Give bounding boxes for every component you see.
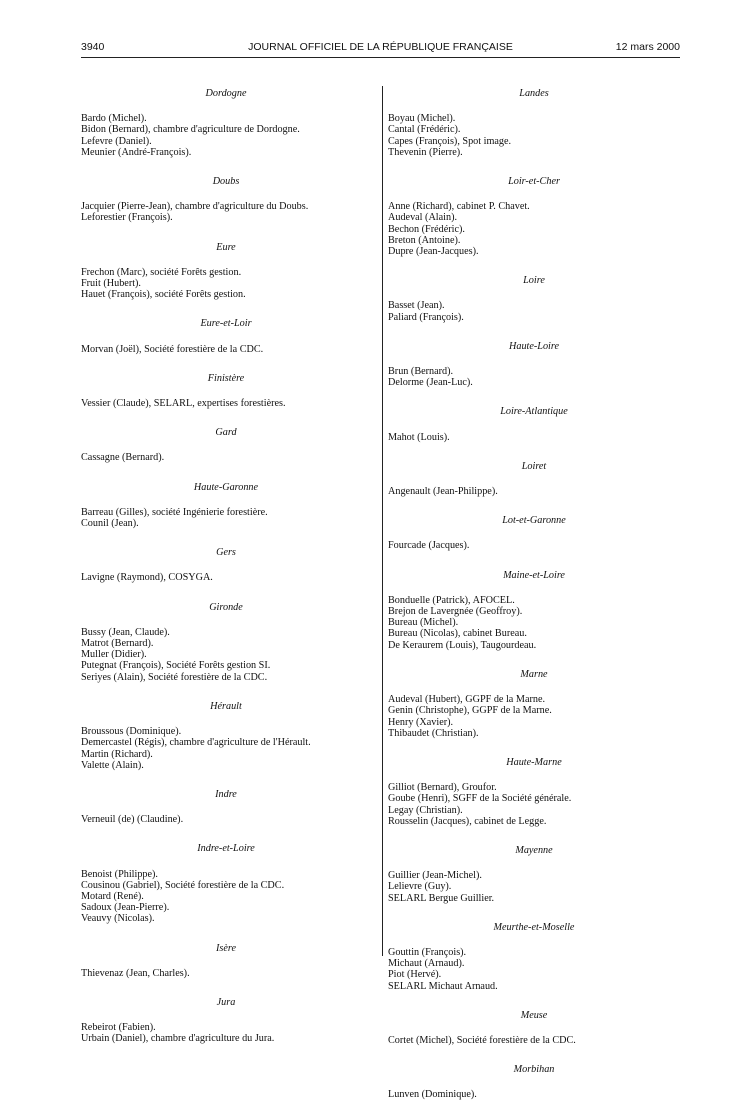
department-section [81, 943, 371, 979]
page-number: 3940 [81, 41, 105, 53]
department-heading: Jura [216, 996, 236, 1008]
expert-entry: Rebeirot (Fabien). [81, 1022, 156, 1034]
department-section [388, 341, 680, 389]
expert-entry: Cantal (Frédéric). [388, 124, 461, 136]
department-section [81, 843, 371, 924]
department-heading: Eure-et-Loir [200, 318, 252, 330]
department-section [81, 482, 371, 530]
expert-entry: Legay (Christian). [388, 804, 463, 816]
department-section [81, 547, 371, 583]
department-heading: Doubs [212, 176, 240, 188]
expert-entry: Lunven (Dominique). [388, 1089, 477, 1101]
expert-entry: Audeval (Alain). [388, 212, 458, 224]
department-heading: Marne [520, 668, 548, 680]
expert-entry: Gouttin (François). [388, 946, 467, 958]
expert-entry: Urbain (Daniel), chambre d'agriculture du Jura. [81, 1033, 275, 1045]
department-heading: Gard [215, 427, 237, 439]
department-heading: Meuse [520, 1009, 548, 1021]
expert-entry: Barreau (Gilles), société Ingénierie forestière. [81, 506, 268, 518]
expert-entry: Matrot (Bernard). [81, 638, 154, 650]
expert-entry: Bureau (Nicolas), cabinet Bureau. [388, 628, 527, 640]
department-section [81, 176, 371, 224]
expert-entry: Piot (Hervé). [388, 969, 442, 981]
department-heading: Hérault [210, 700, 242, 712]
expert-entry: SELARL Michaut Arnaud. [388, 980, 498, 992]
expert-entry: Muller (Didier). [81, 649, 147, 661]
department-section [388, 275, 680, 323]
expert-entry: Thibaudet (Christian). [388, 727, 479, 739]
expert-entry: Sadoux (Jean-Pierre). [81, 902, 170, 914]
department-heading: Gironde [209, 601, 243, 613]
expert-entry: Lefevre (Daniel). [81, 135, 152, 147]
expert-entry: Jacquier (Pierre-Jean), chambre d'agriculture du Doubs. [81, 201, 309, 213]
expert-entry: Lavigne (Raymond), COSYGA. [81, 572, 213, 584]
department-section [388, 1010, 680, 1046]
department-heading: Mayenne [515, 844, 553, 856]
expert-entry: Audeval (Hubert), GGPF de la Marne. [388, 694, 546, 706]
department-section [81, 242, 371, 301]
expert-entry: Cousinou (Gabriel), Société forestière de la CDC. [81, 879, 285, 891]
expert-entry: Delorme (Jean-Luc). [388, 377, 473, 389]
expert-entry: Boyau (Michel). [388, 113, 456, 125]
department-heading: Loire [523, 275, 545, 287]
department-heading: Loiret [521, 460, 547, 472]
department-section [81, 789, 371, 825]
expert-entry: SELARL Bergue Guillier. [388, 892, 495, 904]
expert-entry: Basset (Jean). [388, 300, 445, 312]
department-section [388, 515, 680, 551]
expert-entry: Martin (Richard). [81, 748, 153, 760]
expert-entry: Frechon (Marc), société Forêts gestion. [81, 266, 242, 278]
expert-entry: Motard (René). [81, 890, 144, 902]
expert-entry: Leforestier (François). [81, 212, 173, 224]
expert-entry: Broussous (Dominique). [81, 726, 182, 738]
journal-title: JOURNAL OFFICIEL DE LA RÉPUBLIQUE FRANÇAISE [248, 41, 513, 53]
expert-entry: Gilliot (Bernard), Groufor. [388, 782, 497, 794]
department-heading: Loire-Atlantique [500, 406, 568, 418]
issue-date: 12 mars 2000 [615, 41, 680, 53]
department-section [388, 461, 680, 497]
expert-entry: Demercastel (Régis), chambre d'agriculture de l'Hérault. [81, 737, 311, 749]
expert-entry: Bureau (Michel). [388, 617, 459, 629]
department-heading: Gers [216, 547, 236, 559]
department-section [81, 88, 371, 158]
expert-entry: Morvan (Joël), Société forestière de la CDC. [81, 343, 264, 355]
department-section [388, 922, 680, 992]
department-section [388, 406, 680, 442]
right-column [388, 88, 680, 1119]
department-heading: Eure [216, 241, 236, 253]
department-section [81, 701, 371, 771]
department-section [388, 845, 680, 904]
expert-entry: Goube (Henri), SGFF de la Société générale. [388, 793, 572, 805]
expert-entry: Bechon (Frédéric). [388, 223, 465, 235]
department-section [388, 1064, 680, 1100]
department-heading: Finistère [207, 372, 245, 384]
expert-entry: Meunier (André-François). [81, 146, 192, 158]
department-heading: Morbihan [513, 1064, 555, 1076]
expert-entry: Counil (Jean). [81, 518, 139, 530]
expert-entry: Breton (Antoine). [388, 234, 461, 246]
department-heading: Indre-et-Loire [197, 843, 255, 855]
expert-entry: Michaut (Arnaud). [388, 958, 465, 970]
department-section [81, 318, 371, 354]
department-section [388, 88, 680, 158]
expert-entry: Henry (Xavier). [388, 716, 454, 728]
expert-entry: Paliard (François). [388, 311, 464, 323]
expert-entry: Brejon de Lavergnée (Geoffroy). [388, 606, 523, 618]
expert-entry: Putegnat (François), Société Forêts gestion SI. [81, 660, 271, 672]
department-section [81, 427, 371, 463]
department-section [81, 373, 371, 409]
expert-entry: Brun (Bernard). [388, 366, 454, 378]
expert-entry: Thievenaz (Jean, Charles). [81, 967, 190, 979]
department-section [388, 757, 680, 827]
department-heading: Maine-et-Loire [503, 569, 565, 581]
expert-entry: Bardo (Michel). [81, 113, 147, 125]
expert-entry: Bidon (Bernard), chambre d'agriculture de Dordogne. [81, 124, 300, 136]
expert-entry: Thevenin (Pierre). [388, 146, 463, 158]
expert-entry: Vessier (Claude), SELARL, expertises forestières. [81, 398, 286, 410]
expert-entry: Verneuil (de) (Claudine). [81, 814, 184, 826]
department-heading: Isère [216, 942, 236, 954]
page-header [81, 41, 680, 57]
expert-entry: Mahot (Louis). [388, 431, 450, 443]
department-heading: Haute-Garonne [193, 481, 259, 493]
expert-entry: Dupre (Jean-Jacques). [388, 246, 479, 258]
expert-entry: Anne (Richard), cabinet P. Chavet. [388, 201, 530, 213]
expert-entry: Angenault (Jean-Philippe). [388, 486, 498, 498]
expert-entry: Capes (François), Spot image. [388, 135, 512, 147]
expert-entry: Fourcade (Jacques). [388, 540, 470, 552]
expert-entry: Bonduelle (Patrick), AFOCEL. [388, 594, 515, 606]
department-heading: Loir-et-Cher [508, 176, 560, 188]
department-section [388, 669, 680, 739]
department-heading: Haute-Marne [506, 756, 562, 768]
expert-entry: Fruit (Hubert). [81, 278, 141, 290]
left-column [81, 88, 371, 1063]
department-section [388, 570, 680, 651]
expert-entry: Valette (Alain). [81, 759, 144, 771]
expert-entry: Lelievre (Guy). [388, 881, 452, 893]
expert-entry: Cassagne (Bernard). [81, 452, 165, 464]
department-heading: Indre [215, 788, 237, 800]
header-rule [81, 57, 680, 58]
expert-entry: Bussy (Jean, Claude). [81, 626, 170, 638]
department-heading: Haute-Loire [509, 340, 559, 352]
expert-entry: Cortet (Michel), Société forestière de la CDC. [388, 1034, 576, 1046]
expert-entry: Rousselin (Jacques), cabinet de Legge. [388, 815, 547, 827]
department-heading: Meurthe-et-Moselle [493, 921, 575, 933]
department-heading: Dordogne [205, 88, 247, 99]
department-heading: Landes [519, 88, 549, 99]
expert-entry: Guillier (Jean-Michel). [388, 870, 482, 882]
expert-entry: Genin (Christophe), GGPF de la Marne. [388, 705, 552, 717]
expert-entry: Veauvy (Nicolas). [81, 913, 155, 925]
expert-entry: De Keraurem (Louis), Taugourdeau. [388, 639, 537, 651]
department-section [388, 176, 680, 257]
expert-entry: Seriyes (Alain), Société forestière de la CDC. [81, 671, 268, 683]
expert-entry: Hauet (François), société Forêts gestion. [81, 289, 246, 301]
expert-entry: Benoist (Philippe). [81, 868, 158, 880]
department-heading: Lot-et-Garonne [502, 515, 566, 527]
department-section [81, 602, 371, 683]
column-divider [382, 86, 383, 956]
department-section [81, 997, 371, 1045]
